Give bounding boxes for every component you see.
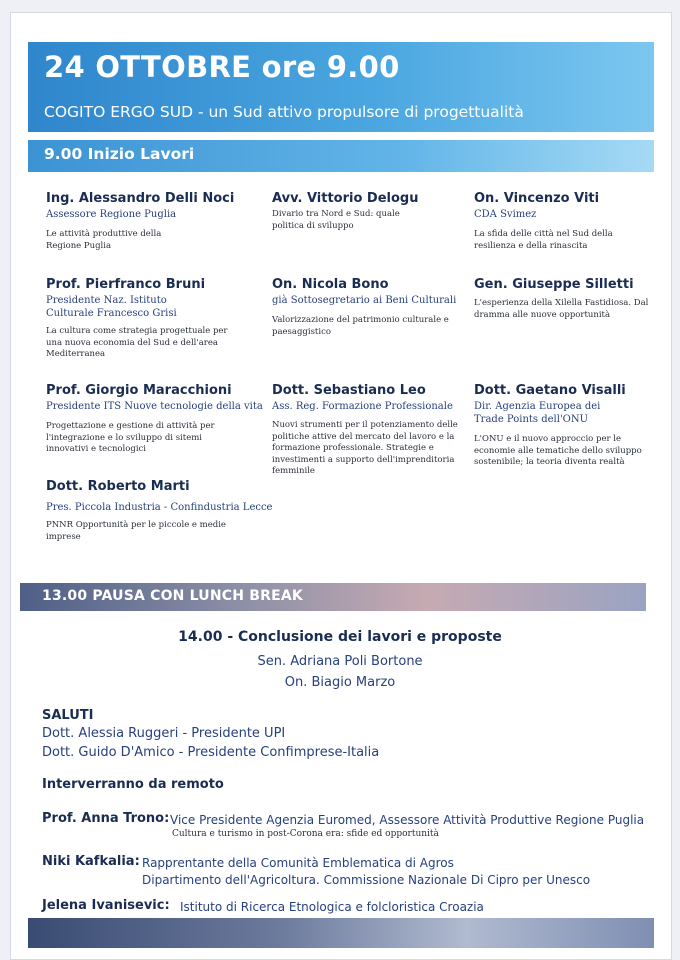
speaker-topic: Progettazione e gestione di attività per l'integrazione e lo sviluppo di sitemi innovativi e tecnologici [46,421,215,454]
speaker-topic: PNNR Opportunità per le piccole e medie imprese [46,520,226,542]
remote-speaker-role: Istituto di Ricerca Etnologica e folcloristica Croazia [180,900,484,914]
start-label: 9.00 Inizio Lavori [44,145,195,163]
saluti-line: Dott. Guido D'Amico - Presidente Confimprese-Italia [42,745,380,760]
speaker-card [272,276,482,338]
speaker-name: Ing. Alessandro Delli Noci [46,191,235,206]
remote-speaker-role: Rapprentante della Comunità Emblematica di Agros [142,856,454,870]
saluti-line: Dott. Alessia Ruggeri - Presidente UPI [42,726,286,741]
speaker-name: Prof. Pierfranco Bruni [46,277,206,292]
speaker-card [46,382,263,456]
speaker-card [46,478,286,543]
speaker-card [474,276,680,321]
lunch-label: 13.00 PAUSA CON LUNCH BREAK [42,588,303,604]
speaker-role: Assessore Regione Puglia [46,209,177,220]
speaker-name: Dott. Roberto Marti [46,479,190,494]
speaker-role: Pres. Piccola Industria - Confindustria Lecce [46,502,273,513]
speaker-role: CDA Svimez [474,209,537,220]
speaker-topic: Valorizzazione del patrimonio culturale e paesaggistico [272,315,449,337]
speaker-topic: La cultura come strategia progettuale per una nuova economia del Sud e dell'area Mediterranea [46,326,228,359]
remote-speaker-role: Vice Presidente Agenzia Euromed, Assessore Attività Produttive Regione Puglia [170,813,645,827]
speaker-name: Gen. Giuseppe Silletti [474,277,634,292]
speaker-role: Ass. Reg. Formazione Professionale [272,401,453,412]
speaker-card [46,190,256,252]
speaker-role: Presidente Naz. Istituto Culturale Francesco Grisi [46,295,177,319]
speaker-card [474,382,680,469]
speaker-role: già Sottosegretario ai Beni Culturali [272,295,457,306]
speaker-name: Dott. Gaetano Visalli [474,383,626,398]
remote-heading: Interverranno da remoto [42,777,224,792]
conclusion-speaker: On. Biagio Marzo [284,675,396,690]
speaker-role: Dir. Agenzia Europea dei Trade Points dell'ONU [474,401,601,425]
speaker-topic: L'esperienza della Xilella Fastidiosa. Dal dramma alle nuove opportunità [474,298,649,320]
event-subtitle: COGITO ERGO SUD - un Sud attivo propulsore di progettualità [44,103,524,121]
speaker-role: Presidente ITS Nuove tecnologie della vita [46,401,263,412]
speaker-name: On. Vincenzo Viti [474,191,600,206]
speaker-topic: La sfida delle città nel Sud della resilienza e della rinascita [474,229,613,251]
speaker-topic: Divario tra Nord e Sud: quale politica di sviluppo [272,209,400,231]
speaker-name: Avv. Vittorio Delogu [272,191,419,206]
remote-speaker-name: Niki Kafkalia: [42,854,140,869]
speaker-name: On. Nicola Bono [272,277,389,292]
remote-speaker-role: Dipartimento dell'Agricoltura. Commissione Nazionale Di Cipro per Unesco [142,873,591,887]
speaker-card [272,190,482,232]
speaker-name: Dott. Sebastiano Leo [272,383,426,398]
conclusion-title: 14.00 - Conclusione dei lavori e proposte [178,629,502,645]
speaker-topic: Nuovi strumenti per il potenziamento delle politiche attive del mercato del lavoro e la formazione professionale. Strategie e investimenti a supporto dell'imprenditoria femminile [272,420,458,476]
speaker-topic: Le attività produttive della Regione Puglia [46,229,162,251]
remote-speaker-name: Jelena Ivanisevic: [42,898,170,913]
event-date-title: 24 OTTOBRE ore 9.00 [44,50,400,84]
speaker-topic: L'ONU e il nuovo approccio per le economie alle tematiche dello sviluppo sostenibile; la teoria diventa realtà [474,434,642,467]
saluti-heading: SALUTI [42,708,94,723]
speaker-card [474,190,680,252]
remote-speaker-name: Prof. Anna Trono: [42,811,170,826]
remote-speaker-topic: Cultura e turismo in post-Corona era: sfide ed opportunità [172,829,439,839]
bottom-band [28,918,654,948]
speaker-card [272,382,482,478]
speaker-card [46,276,256,361]
speaker-name: Prof. Giorgio Maracchioni [46,383,232,398]
conclusion-speaker: Sen. Adriana Poli Bortone [257,654,423,669]
